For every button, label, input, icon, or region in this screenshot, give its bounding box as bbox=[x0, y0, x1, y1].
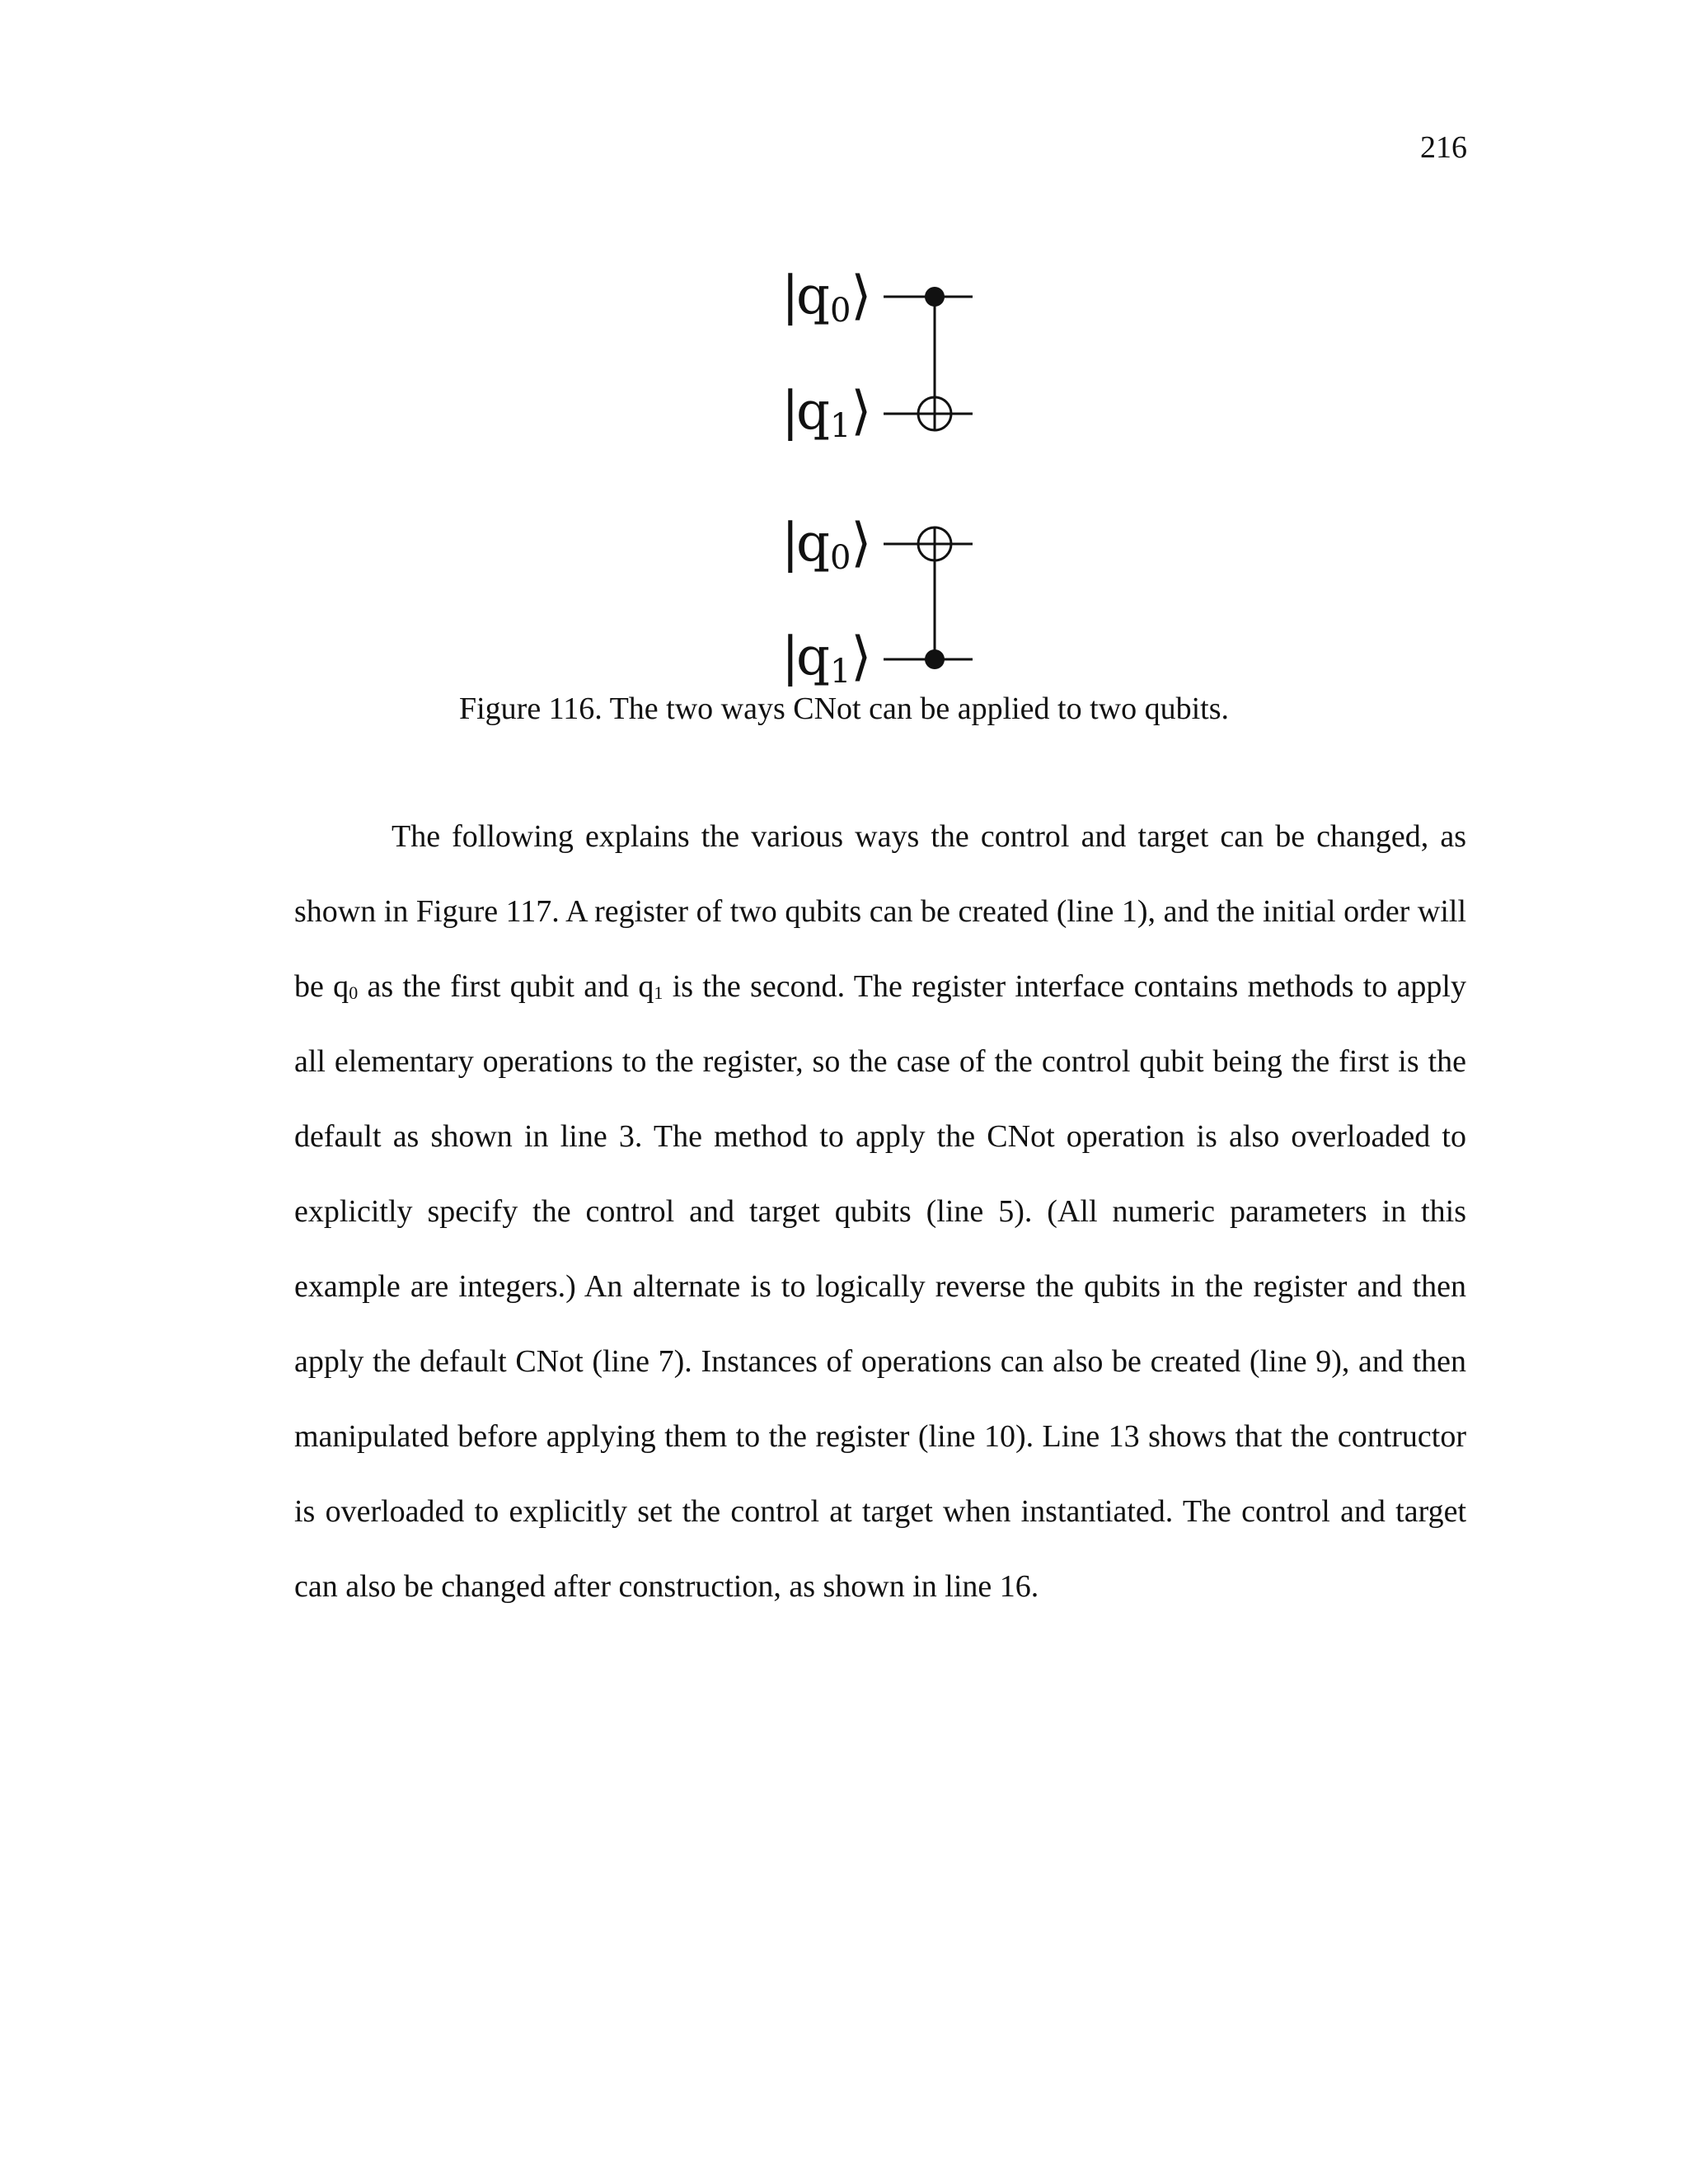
ket-q0-label-a: q0⟩ bbox=[796, 265, 872, 330]
circuit-control-second bbox=[781, 513, 973, 691]
cnot-circuit-figure bbox=[775, 264, 989, 692]
ket-bar-left: | bbox=[781, 265, 799, 326]
figure-caption: Figure 116. The two ways CNot can be applied to two qubits. bbox=[458, 691, 1230, 726]
page-number: 216 bbox=[1420, 130, 1467, 165]
cnot-circuit-diagram bbox=[775, 264, 989, 692]
control-dot-b bbox=[925, 649, 945, 669]
body-paragraph: The following explains the various ways the control and target can be changed, as shown in Figure 117. A register of two qubits can be created (line 1), and the initial order will be $q_0$ as the first qubit and $q_1$ is the second. The register interface contains methods to apply all elementary operations to the register, so the case of the control qubit being the first is the default as shown in line 3. The method to apply the CNot operation is also overloaded to explicitly specify the control and target qubits (line 5). (All numeric parameters in this example are integers.) An alternate is to logically reverse the qubits in the register and then apply the default CNot (line 7). Instances of operations can also be created (line 9), and then manipulated before applying them to the register (line 10). Line 13 shows that the contructor is overloaded to explicitly set the control at target when instantiated. The control and target can also be changed after construction, as shown in line 16. bbox=[294, 819, 1466, 1604]
ket-q0-label-b: q0⟩ bbox=[796, 513, 872, 577]
ket-bar-left: | bbox=[781, 513, 799, 574]
ket-q1-label-b: q1⟩ bbox=[796, 626, 872, 691]
ket-bar-left: | bbox=[781, 381, 799, 442]
ket-q1-label-a: q1⟩ bbox=[796, 381, 872, 445]
ket-bar-left: | bbox=[781, 626, 799, 687]
circuit-control-first bbox=[781, 265, 973, 445]
control-dot-a bbox=[925, 287, 945, 307]
